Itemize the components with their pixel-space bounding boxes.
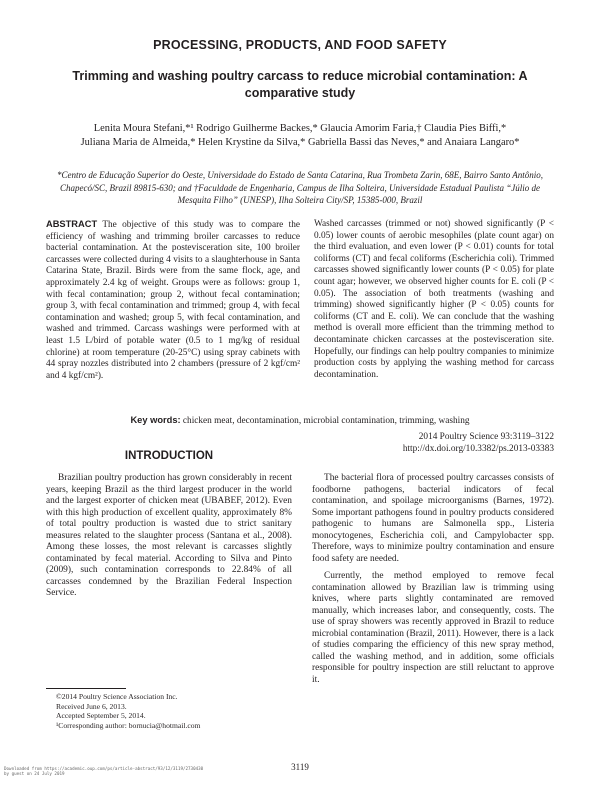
footnotes	[56, 692, 296, 730]
journal-section-heading: PROCESSING, PRODUCTS, AND FOOD SAFETY	[153, 38, 447, 52]
citation-block	[340, 432, 554, 455]
article-title: Trimming and washing poultry carcass to reduce microbial contamination: A comparative study	[72, 69, 528, 100]
introduction-heading: INTRODUCTION	[124, 450, 214, 462]
abstract-left-column	[46, 219, 300, 382]
abstract-right-column: Washed carcasses (trimmed or not) showed significantly (P < 0.05) lower counts of aerobic mesophiles (plate count agar) on the third evaluation, and even lower (P < 0.01) counts for total coliforms (CT) and fecal coliforms (Escherichia coli). Trimmed carcasses showed significantly lower counts (P < 0.05) for plate count agar; however, we observed higher counts for E. coli (P < 0.05). The association of both treatments (washing and trimming) showed significantly higher (P < 0.05) counts for coliforms (CT and E. coli). We can conclude that the washing method is overall more efficient than the trimming method to decontaminate chicken carcasses at the postevisceration site. Hopefully, our findings can help poultry companies to minimize production costs by applying the washing method for carcass decontamination.	[314, 219, 554, 380]
intro-paragraph: Currently, the method employed to remove fecal contamination allowed by Brazilian law is trimming using knives, where parts slightly contaminated are removed manually, which increases labor, and consequently, costs. The use of spray showers was recently approved in Brazil to reduce microbial contamination (Brazil, 2011). However, there is a lack of studies comparing the efficiency of this new spray method, called the washing method, and in addition, some officials responsible for poultry inspection are still reluctant to approve it.	[312, 571, 554, 685]
intro-paragraph: Brazilian poultry production has grown considerably in recent years, keeping Brazil as the third largest producer in the world and the largest exporter of chicken meat (UBABEF, 2012). Even with this high production of excellent quality, approximately 8% of total poultry production is wasted due to strict sanitary measures related to the slaughter process (Santana et al., 2008). Among these losses, the most relevant is carcasses slightly contaminated by fecal material. According to Silva and Pinto (2009), such contamination corresponds to 22.84% of all carcasses condemned by the Brazilian Federal Inspection Service.	[46, 473, 292, 598]
abstract-text-left: The objective of this study was to compare the efficiency of washing and trimming broiler carcasses to reduce bacterial contamination. At the postevisceration site, 100 broiler carcasses were collected during 4 visits to a slaughterhouse in Santa Catarina State, Brazil. Birds were from the same flock, age, and approximately 2.4 kg of weight. Groups were as follows: group 1, with fecal contamination; group 2, without fecal contamination; group 3, with fecal contamination and trimmed; group 4, with fecal contamination and washed; group 5, with fecal contamination, and washed and trimmed. Carcass washings were performed with at least 1.5 L/bird of potable water (0.5 to 1 mg/kg of residual chlorine) at room temperature (20-25°C) using spray cabinets with 44 spray nozzles distributed into 2 chambers (pressure of 2 kgf/cm² and 4 kgf/cm²).	[46, 220, 301, 381]
intro-right-column	[312, 473, 554, 686]
citation-doi-link[interactable]: http://dx.doi.org/10.3382/ps.2013-03383	[402, 443, 554, 454]
author-list: Lenita Moura Stefani,*¹ Rodrigo Guilherme Backes,* Glaucia Amorim Faria,† Claudia Pies Biffi,* Juliana Maria de Almeida,* Helen Krystine da Silva,* Gabriella Bassi das Neves,* and Anaiara Langaro*	[80, 123, 520, 148]
corresponding-author-note: ¹Corresponding author: bornucia@hotmail.com	[56, 720, 201, 730]
page-number: 3119	[291, 762, 309, 772]
keywords-text: chicken meat, decontamination, microbial contamination, trimming, washing	[182, 416, 470, 426]
citation-journal: 2014 Poultry Science 93:3119–3122	[418, 432, 554, 442]
footnote-divider	[46, 688, 126, 689]
abstract-label: ABSTRACT	[46, 219, 98, 229]
download-note: Downloaded from https://academic.oup.com/ps/article-abstract/93/12/3119/2730430 by guest on 24 July 2019	[4, 766, 204, 776]
received-date: Received June 6, 2013.	[56, 701, 127, 711]
accepted-date: Accepted September 5, 2014.	[56, 711, 146, 720]
author-affiliations: *Centro de Educação Superior do Oeste, Universidade do Estado de Santa Catarina, Rua Trombeta Zarin, 68E, Bairro Santo Antônio, Chapecó/SC, Brazil 89815-630; and †Faculdade de Engenharia, Campus de Ilha Solteira, Universidade Estadual Paulista “Júlio de Mesquita Filho” (UNESP), Ilha Solteira City/SP, 15385-000, Brazil	[56, 170, 544, 205]
copyright-note: ©2014 Poultry Science Association Inc.	[56, 692, 178, 701]
intro-left-column	[46, 473, 292, 600]
keywords-label: Key words:	[130, 415, 181, 425]
intro-paragraph: The bacterial flora of processed poultry carcasses consists of foodborne pathogens, bacterial indicators of fecal contamination, and spoilage microorganisms (Barnes, 1972). Some important pathogens found in poultry products considered pathogenic to humans are Salmonella spp., Listeria monocytogenes, Escherichia coli, and Campylobacter spp. Therefore, ways to minimize poultry contamination and ensure food safety are needed.	[312, 473, 554, 564]
keywords-line	[46, 415, 554, 426]
